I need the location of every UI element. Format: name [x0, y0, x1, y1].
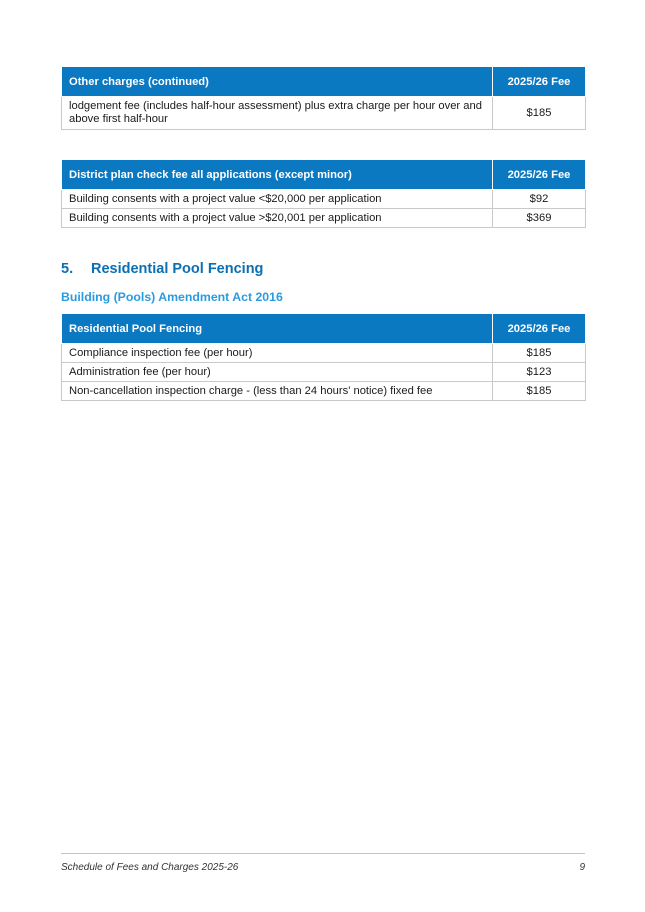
table-row — [62, 363, 586, 382]
row-fee: $92 — [493, 190, 586, 209]
footer-title: Schedule of Fees and Charges 2025-26 — [61, 862, 239, 873]
row-item: Building consents with a project value >$20,001 per application — [62, 209, 493, 228]
row-item: lodgement fee (includes half-hour assessment) plus extra charge per hour over and above first half-hour — [62, 97, 493, 130]
section-number: 5. — [61, 261, 74, 277]
table-header-row — [62, 67, 586, 97]
section-heading — [61, 261, 263, 277]
row-fee: $123 — [493, 363, 586, 382]
row-fee: $185 — [493, 382, 586, 401]
section-title: Residential Pool Fencing — [91, 261, 264, 277]
row-fee: $185 — [493, 344, 586, 363]
district-plan-check-table — [61, 159, 586, 228]
other-charges-table — [61, 66, 586, 130]
footer-divider — [61, 853, 585, 854]
table-header-row — [62, 314, 586, 344]
table-header-title: Other charges (continued) — [62, 67, 493, 97]
row-item: Compliance inspection fee (per hour) — [62, 344, 493, 363]
table-row — [62, 382, 586, 401]
subsection-heading: Building (Pools) Amendment Act 2016 — [61, 290, 283, 304]
table-row — [62, 344, 586, 363]
row-item: Building consents with a project value <$20,000 per application — [62, 190, 493, 209]
row-fee: $185 — [493, 97, 586, 130]
table-row — [62, 97, 586, 130]
table-row — [62, 190, 586, 209]
residential-pool-fencing-table — [61, 313, 586, 401]
table-header-title: Residential Pool Fencing — [62, 314, 493, 344]
row-fee: $369 — [493, 209, 586, 228]
table-header-fee: 2025/26 Fee — [493, 160, 586, 190]
table-header-fee: 2025/26 Fee — [493, 67, 586, 97]
table-header-row — [62, 160, 586, 190]
page-number: 9 — [579, 862, 585, 873]
row-item: Administration fee (per hour) — [62, 363, 493, 382]
table-header-title: District plan check fee all applications (except minor) — [62, 160, 493, 190]
table-row — [62, 209, 586, 228]
table-header-fee: 2025/26 Fee — [493, 314, 586, 344]
row-item: Non-cancellation inspection charge - (less than 24 hours' notice) fixed fee — [62, 382, 493, 401]
